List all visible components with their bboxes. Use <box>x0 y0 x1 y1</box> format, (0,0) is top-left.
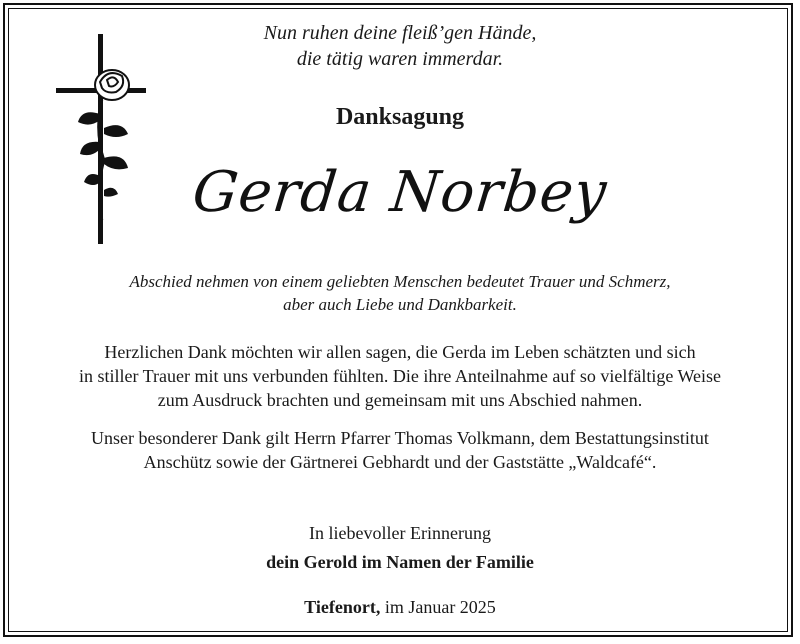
thanks-line-3: zum Ausdruck brachten und gemeinsam mit uns Abschied nahmen. <box>157 390 643 410</box>
verse-line-1: Nun ruhen deine fleiß’gen Hände, <box>263 22 537 44</box>
memory-line: In liebevoller Erinnerung <box>309 523 491 543</box>
intro-line-2: aber auch Liebe und Dankbarkeit. <box>283 295 517 314</box>
special-thanks-line-1: Unser besonderer Dank gilt Herrn Pfarrer Thomas Volkmann, dem Bestattungsinstitut <box>91 428 709 448</box>
intro-text <box>0 270 800 316</box>
deceased-name: Gerda Norbey <box>189 160 611 225</box>
intro-line-1: Abschied nehmen von einem geliebten Menschen bedeutet Trauer und Schmerz, <box>129 272 671 291</box>
place: Tiefenort, <box>304 597 381 617</box>
verse <box>0 20 800 72</box>
heading: Danksagung <box>335 104 465 130</box>
thanks-line-2: in stiller Trauer mit uns verbunden fühlten. Die ihre Anteilnahme auf so vielfältige Weise <box>78 366 722 386</box>
date: im Januar 2025 <box>380 597 496 617</box>
signature: dein Gerold im Namen der Familie <box>266 552 534 572</box>
thanks-line-1: Herzlichen Dank möchten wir allen sagen, die Gerda im Leben schätzten und sich <box>104 342 696 362</box>
verse-line-2: die tätig waren immerdar. <box>296 48 504 70</box>
place-date <box>0 597 800 618</box>
thanks-paragraph <box>0 340 800 412</box>
special-thanks-paragraph <box>0 426 800 474</box>
special-thanks-line-2: Anschütz sowie der Gärtnerei Gebhardt und der Gaststätte „Waldcafé“. <box>143 452 657 472</box>
